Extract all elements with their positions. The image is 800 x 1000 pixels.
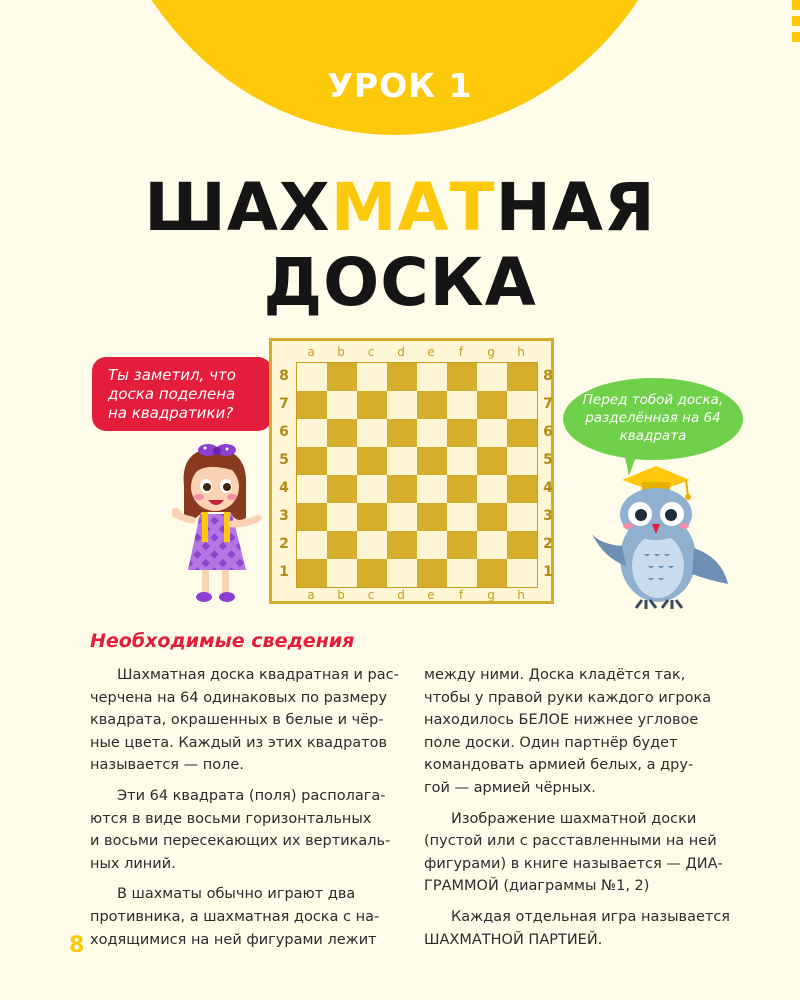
board-square-c7 (357, 391, 387, 419)
board-square-d7 (387, 391, 417, 419)
text-line: Каждая отдельная игра называется (451, 908, 731, 925)
board-square-b6 (327, 419, 357, 447)
board-square-c5 (357, 447, 387, 475)
rank-label: 5 (279, 452, 289, 468)
text-line: черчена на 64 одинаковых по размеру (90, 689, 388, 706)
file-label: d (397, 345, 405, 359)
board-square-h4 (507, 475, 537, 503)
board-square-g8 (477, 363, 507, 391)
title-part: НАЯ (495, 169, 656, 246)
rank-label: 7 (279, 396, 289, 412)
file-label: a (307, 345, 315, 359)
board-square-g2 (477, 531, 507, 559)
paragraph (90, 883, 408, 951)
board-square-d2 (387, 531, 417, 559)
file-labels-bottom (296, 586, 536, 604)
text-column-right (424, 664, 734, 959)
file-label: c (367, 345, 375, 359)
file-label: a (307, 588, 315, 602)
board-square-e5 (417, 447, 447, 475)
text-line: квадрата, окрашенных в белые и чёр- (90, 712, 384, 729)
title-highlight: МАТ (330, 169, 496, 246)
file-label: e (427, 588, 435, 602)
text-line: Шахматная доска квадратная и рас- (117, 667, 399, 683)
bubble-line: Перед тобой доска, (582, 392, 724, 408)
owl-speech-bubble (563, 378, 743, 460)
board-square-h5 (507, 447, 537, 475)
board-square-a5 (297, 447, 327, 475)
board-square-f5 (447, 447, 477, 475)
bubble-line: разделённая на 64 (585, 410, 721, 426)
board-square-c4 (357, 475, 387, 503)
board-square-e6 (417, 419, 447, 447)
owl-illustration (592, 462, 732, 612)
rank-label: 4 (279, 480, 289, 496)
board-square-b4 (327, 475, 357, 503)
board-square-h7 (507, 391, 537, 419)
board-square-f3 (447, 503, 477, 531)
board-square-e4 (417, 475, 447, 503)
board-square-a6 (297, 419, 327, 447)
board-square-c6 (357, 419, 387, 447)
rank-label: 3 (279, 508, 289, 524)
girl-speech-bubble (92, 357, 272, 431)
board-square-b2 (327, 531, 357, 559)
board-square-e8 (417, 363, 447, 391)
text-line: ются в виде восьми горизонтальных (90, 810, 372, 827)
corner-decoration (792, 0, 800, 56)
file-labels-top (296, 343, 536, 361)
text-line: ГРАММОЙ (диаграммы №1, 2) (424, 878, 650, 895)
text-line: Изображение шахматной доски (451, 810, 697, 827)
bubble-line: квадрата (619, 428, 687, 444)
bubble-line: Ты заметил, что (108, 366, 236, 384)
girl-illustration (172, 440, 272, 606)
board-square-b5 (327, 447, 357, 475)
board-squares (296, 362, 538, 588)
board-square-f6 (447, 419, 477, 447)
rank-label: 4 (543, 480, 553, 496)
rank-label: 7 (543, 396, 553, 412)
board-square-e2 (417, 531, 447, 559)
board-square-a8 (297, 363, 327, 391)
board-square-c1 (357, 559, 387, 587)
rank-labels-right (537, 362, 559, 586)
board-square-f7 (447, 391, 477, 419)
text-line: ШАХМАТНОЙ ПАРТИЕЙ. (424, 931, 603, 948)
board-square-h6 (507, 419, 537, 447)
text-line: (пустой или с расставленными на ней (424, 833, 717, 850)
text-column-left (90, 664, 408, 959)
board-square-h8 (507, 363, 537, 391)
page-number: 8 (69, 933, 85, 958)
file-label: b (337, 345, 345, 359)
board-square-b1 (327, 559, 357, 587)
rank-label: 2 (279, 536, 289, 552)
board-square-a7 (297, 391, 327, 419)
board-square-b3 (327, 503, 357, 531)
board-square-g7 (477, 391, 507, 419)
rank-label: 3 (543, 508, 553, 524)
board-square-b8 (327, 363, 357, 391)
text-line: ные цвета. Каждый из этих квадратов (90, 734, 388, 751)
paragraph (424, 664, 734, 800)
board-square-a2 (297, 531, 327, 559)
board-square-a4 (297, 475, 327, 503)
text-line: чтобы у правой руки каждого игрока (424, 689, 712, 706)
board-square-g5 (477, 447, 507, 475)
rank-label: 8 (279, 368, 289, 384)
board-square-d8 (387, 363, 417, 391)
board-square-c3 (357, 503, 387, 531)
board-square-g4 (477, 475, 507, 503)
rank-label: 5 (543, 452, 553, 468)
text-line: Эти 64 квадрата (поля) располага- (117, 787, 386, 804)
bubble-line: на квадратики? (108, 404, 234, 422)
board-square-e3 (417, 503, 447, 531)
board-square-h1 (507, 559, 537, 587)
rank-label: 2 (543, 536, 553, 552)
file-label: c (367, 588, 375, 602)
paragraph (424, 906, 734, 951)
bubble-line: доска поделена (108, 385, 236, 403)
text-line: между ними. Доска кладётся так, (424, 667, 686, 683)
board-square-d3 (387, 503, 417, 531)
board-square-g3 (477, 503, 507, 531)
text-line: и восьми пересекающих их вертикаль- (90, 833, 391, 850)
page-title-line2: ДОСКА (263, 244, 537, 321)
board-square-e1 (417, 559, 447, 587)
board-square-d1 (387, 559, 417, 587)
board-square-g6 (477, 419, 507, 447)
file-label: f (458, 588, 464, 602)
board-square-a3 (297, 503, 327, 531)
text-line: командовать армией белых, а дру- (424, 757, 694, 774)
text-line: гой — армией чёрных. (424, 779, 596, 796)
board-square-h3 (507, 503, 537, 531)
file-label: e (427, 345, 435, 359)
paragraph (424, 808, 734, 898)
board-square-h2 (507, 531, 537, 559)
lesson-label: УРОК 1 (327, 66, 473, 105)
text-line: находилось БЕЛОЕ нижнее угловое (424, 712, 699, 729)
text-line: ходящимися на ней фигурами лежит (90, 931, 377, 948)
rank-label: 6 (543, 424, 553, 440)
file-label: h (517, 345, 525, 359)
file-label: h (517, 588, 525, 602)
board-square-f2 (447, 531, 477, 559)
file-label: g (487, 345, 495, 359)
rank-label: 6 (279, 424, 289, 440)
board-square-d5 (387, 447, 417, 475)
rank-label: 8 (543, 368, 553, 384)
file-label: g (487, 588, 495, 602)
board-square-g1 (477, 559, 507, 587)
board-square-f1 (447, 559, 477, 587)
board-square-f8 (447, 363, 477, 391)
board-square-f4 (447, 475, 477, 503)
paragraph (90, 664, 408, 777)
rank-labels-left (273, 362, 295, 586)
board-square-d6 (387, 419, 417, 447)
title-part: ШАХ (144, 169, 331, 246)
page-title-line1 (0, 169, 800, 246)
board-square-e7 (417, 391, 447, 419)
text-line: поле доски. Один партнёр будет (424, 734, 678, 751)
text-line: В шахматы обычно играют два (117, 886, 356, 903)
section-heading: Необходимые сведения (90, 630, 355, 652)
rank-label: 1 (543, 564, 553, 580)
file-label: b (337, 588, 345, 602)
text-line: называется — поле. (90, 757, 244, 774)
paragraph (90, 785, 408, 875)
board-square-c2 (357, 531, 387, 559)
text-line: противника, а шахматная доска с на- (90, 908, 380, 925)
text-line: ных линий. (90, 855, 176, 872)
board-square-c8 (357, 363, 387, 391)
board-square-a1 (297, 559, 327, 587)
rank-label: 1 (279, 564, 289, 580)
board-square-b7 (327, 391, 357, 419)
text-line: фигурами) в книге называется — ДИА- (424, 855, 723, 872)
board-square-d4 (387, 475, 417, 503)
file-label: f (458, 345, 464, 359)
chess-board (269, 338, 554, 604)
file-label: d (397, 588, 405, 602)
